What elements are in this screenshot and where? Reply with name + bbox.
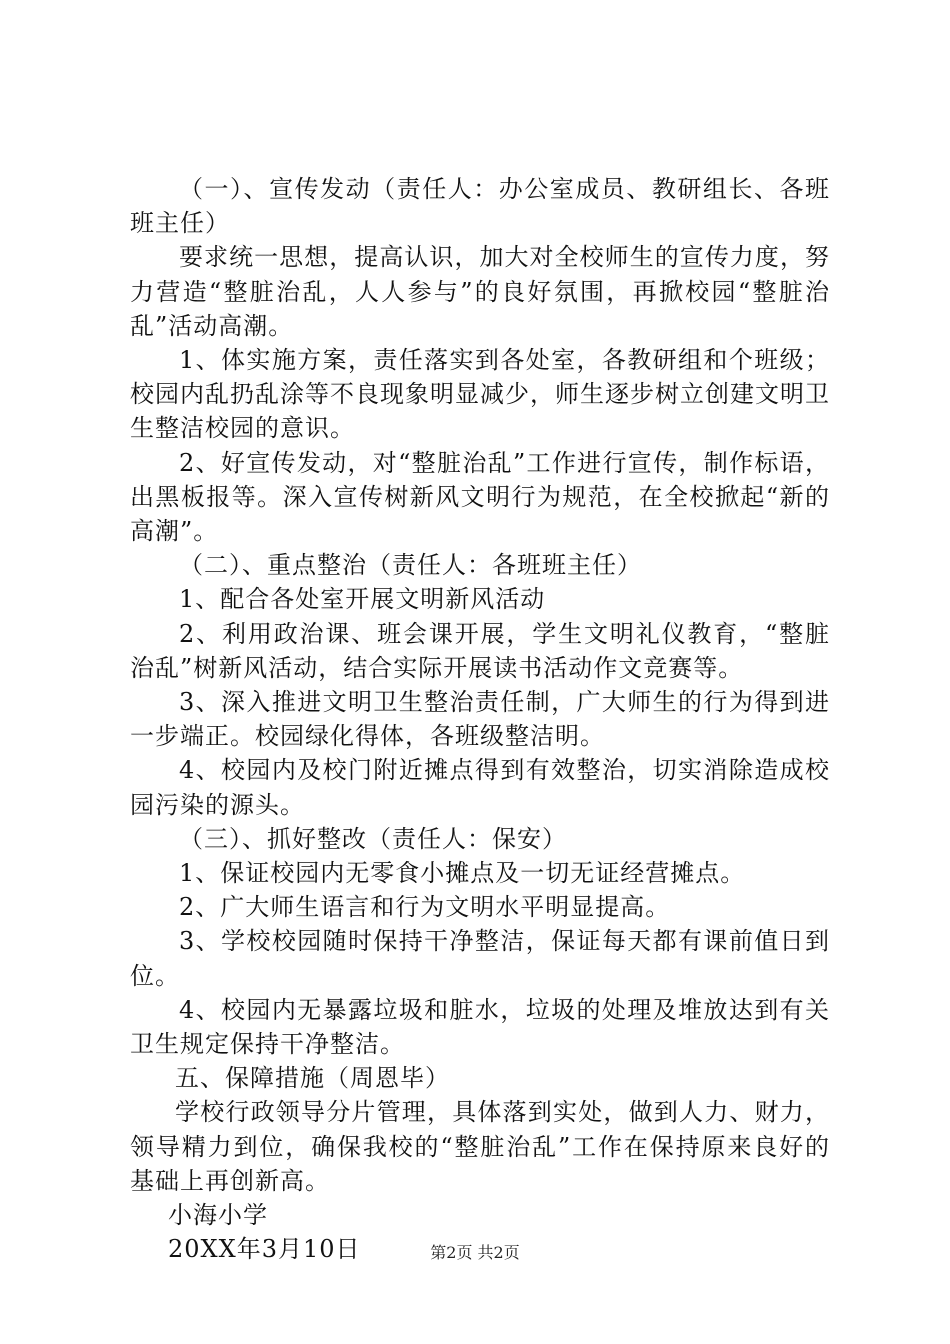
signature-date: 20XX年3月10日 bbox=[168, 1235, 361, 1264]
paragraph-improvement-item-1: 1、保证校园内无零食小摊点及一切无证经营摊点。 bbox=[179, 859, 746, 888]
section-heading-publicity: （一）、宣传发动（责任人：办公室成员、教研组长、各班班主任） bbox=[130, 175, 830, 238]
paragraph-safeguards: 学校行政领导分片管理，具体落到实处，做到人力、财力，领导精力到位，确保我校的“整脏治乱”工作在保持原来良好的基础上再创新高。 bbox=[130, 1098, 830, 1195]
section-heading-improvement: （三）、抓好整改（责任人：保安） bbox=[179, 824, 567, 853]
page-number-label: 第2页 共2页 bbox=[430, 1243, 520, 1262]
paragraph-publicity-item-2: 2、好宣传发动，对“整脏治乱”工作进行宣传，制作标语，出黑板报等。深入宣传树新风文明行为规范，在全校掀起“新的高潮”。 bbox=[130, 448, 830, 546]
paragraph-improvement-item-3: 3、学校校园随时保持干净整洁，保证每天都有课前值日到位。 bbox=[130, 927, 830, 990]
paragraph-improvement-item-2: 2、广大师生语言和行为文明水平明显提高。 bbox=[179, 893, 671, 922]
paragraph-rectification-item-2: 2、利用政治课、班会课开展，学生文明礼仪教育，“整脏治乱”树新风活动，结合实际开展读书活动作文竞赛等。 bbox=[130, 619, 830, 682]
paragraph-rectification-item-3: 3、深入推进文明卫生整治责任制，广大师生的行为得到进一步端正。校园绿化得体，各班级整洁明。 bbox=[130, 688, 830, 751]
section-heading-safeguards: 五、保障措施（周恩毕） bbox=[175, 1064, 450, 1093]
section-heading-key-rectification: （二）、重点整治（责任人：各班班主任） bbox=[179, 551, 642, 580]
paragraph-publicity-requirement: 要求统一思想，提高认识，加大对全校师生的宣传力度，努力营造“整脏治乱，人人参与”的良好氛围，再掀校园“整脏治乱”活动高潮。 bbox=[130, 243, 830, 340]
document-body bbox=[130, 172, 830, 1267]
paragraph-improvement-item-4: 4、校园内无暴露垃圾和脏水，垃圾的处理及堆放达到有关卫生规定保持干净整洁。 bbox=[130, 995, 830, 1059]
paragraph-publicity-item-1: 1、体实施方案，责任落实到各处室，各教研组和个班级；校园内乱扔乱涂等不良现象明显减少，师生逐步树立创建文明卫生整洁校园的意识。 bbox=[130, 346, 830, 443]
page-footer bbox=[0, 1243, 950, 1263]
paragraph-rectification-item-4: 4、校园内及校门附近摊点得到有效整治，切实消除造成校园污染的源头。 bbox=[130, 756, 830, 819]
signature-school-name: 小海小学 bbox=[168, 1201, 268, 1230]
paragraph-rectification-item-1: 1、配合各处室开展文明新风活动 bbox=[179, 585, 546, 614]
